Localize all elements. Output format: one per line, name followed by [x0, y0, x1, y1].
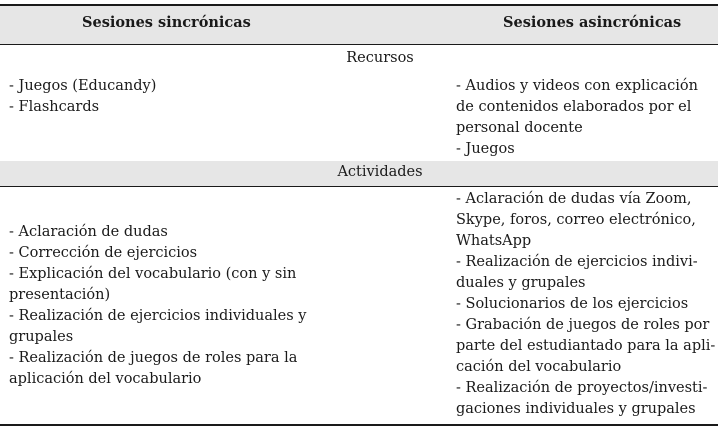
cell-text-line: - Explicación del vocabulario (con y sin — [9, 266, 297, 282]
cell-text-line: - Realización de juegos de roles para la — [9, 350, 298, 366]
cell-text-line: Skype, foros, correo electrónico, — [456, 212, 696, 228]
cell-text-line: WhatsApp — [456, 233, 532, 249]
recursos-sync-cell — [9, 76, 156, 118]
cell-text-line: duales y grupales — [456, 275, 586, 291]
section-label-actividades: Actividades — [337, 164, 423, 180]
cell-text-line: - Corrección de ejercicios — [9, 245, 198, 261]
cell-text-line: - Realización de ejercicios individuales y — [9, 308, 307, 324]
cell-text-line: de contenidos elaborados por el — [456, 99, 692, 115]
header-bottom-rule — [0, 44, 718, 45]
cell-text-line: gaciones individuales y grupales — [456, 401, 696, 417]
cell-text-line: - Flashcards — [9, 99, 100, 115]
cell-text-line: - Juegos (Educandy) — [9, 78, 157, 94]
cell-text-line: - Grabación de juegos de roles por — [456, 317, 710, 333]
actividades-async-cell — [456, 189, 715, 420]
header-async-sessions: Sesiones asincrónicas — [503, 14, 682, 31]
table-top-rule — [0, 4, 718, 6]
cell-text-line: - Solucionarios de los ejercicios — [456, 296, 689, 312]
cell-text-line: - Realización de proyectos/investi- — [456, 380, 708, 396]
cell-text-line: grupales — [9, 329, 74, 345]
cell-text-line: - Realización de ejercicios indivi- — [456, 254, 698, 270]
cell-text-line: aplicación del vocabulario — [9, 371, 202, 387]
cell-text-line: personal docente — [456, 120, 583, 136]
cell-text-line: - Aclaración de dudas vía Zoom, — [456, 191, 692, 207]
cell-text-line: cación del vocabulario — [456, 359, 622, 375]
actividades-sync-cell — [9, 222, 306, 390]
table-bottom-rule — [0, 424, 718, 426]
cell-text-line: presentación) — [9, 287, 111, 303]
recursos-async-cell — [456, 76, 698, 160]
actividades-bottom-rule — [0, 186, 718, 187]
header-sync-sessions: Sesiones sincrónicas — [82, 14, 251, 31]
cell-text-line: - Juegos — [456, 141, 515, 157]
cell-text-line: - Audios y videos con explicación — [456, 78, 698, 94]
cell-text-line: - Aclaración de dudas — [9, 224, 168, 240]
cell-text-line: parte del estudiantado para la apli- — [456, 338, 716, 354]
section-label-recursos: Recursos — [346, 50, 414, 66]
